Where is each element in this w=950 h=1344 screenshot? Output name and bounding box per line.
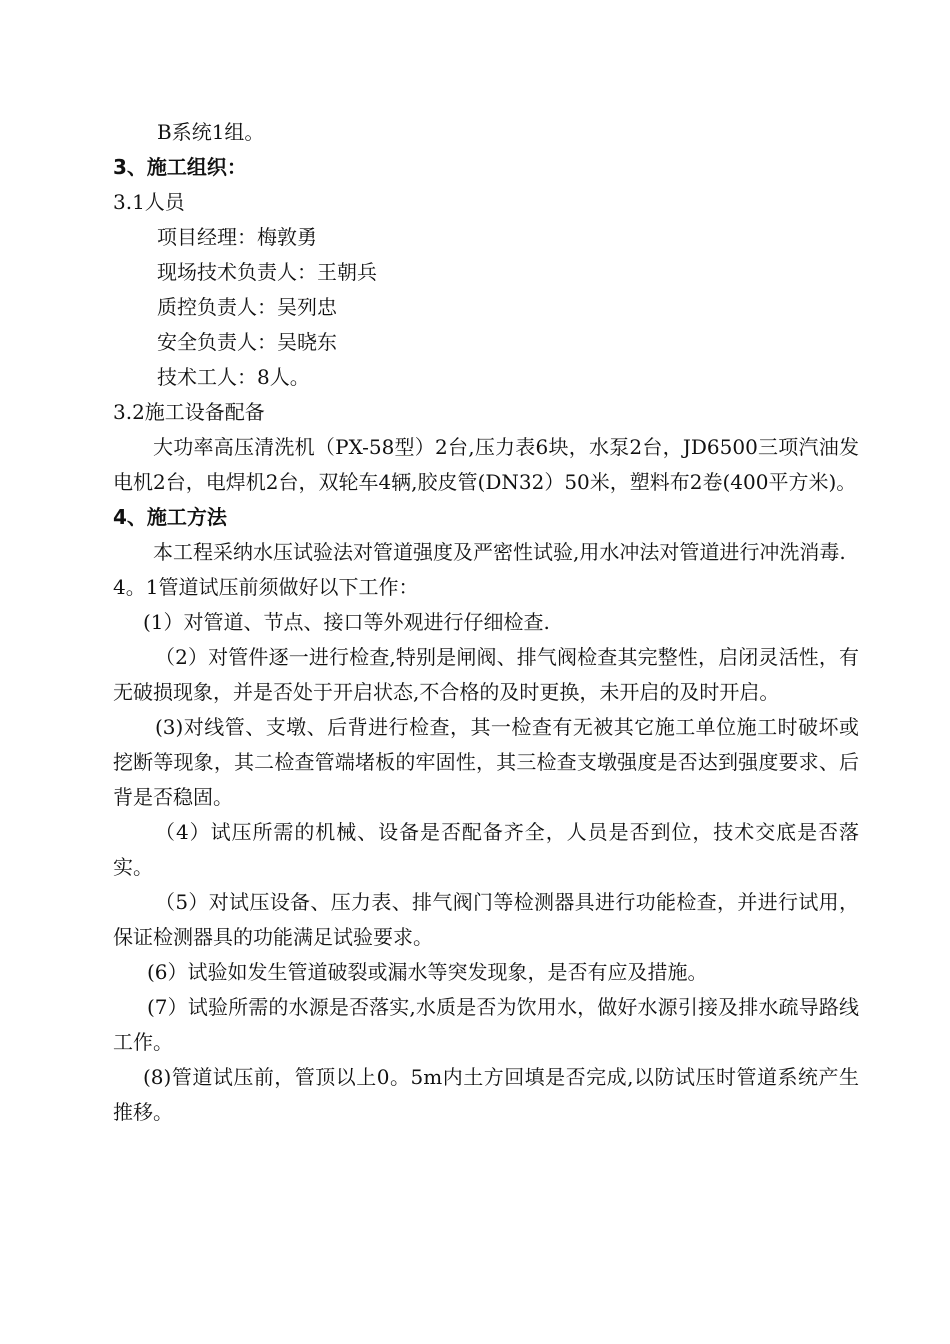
staff-workers: 技术工人：8人。	[157, 365, 310, 389]
staff-project-manager: 项目经理：梅敦勇	[157, 225, 317, 249]
checklist-item-6: (6）试验如发生管道破裂或漏水等突发现象，是否有应及措施。	[147, 960, 708, 984]
staff-site-tech-lead: 现场技术负责人：王朝兵	[157, 260, 377, 284]
subsection-heading-3-2: 3.2施工设备配备	[113, 400, 265, 424]
checklist-item-2: （2）对管件逐一进行检查,特别是闸阀、排气阀检查其完整性，启闭灵活性，有无破损现象，并是否处于开启状态,不合格的及时更换，未开启的及时开启。	[113, 645, 859, 704]
staff-quality-lead: 质控负责人：吴列忠	[157, 295, 337, 319]
checklist-item-7: (7）试验所需的水源是否落实,水质是否为饮用水，做好水源引接及排水疏导路线工作。	[113, 995, 859, 1054]
equipment-paragraph: 大功率高压清洗机（PX-58型）2台,压力表6块，水泵2台，JD6500三项汽油发电机2台，电焊机2台，双轮车4辆,胶皮管(DN32）50米，塑料布2卷(400平方米)。	[113, 435, 859, 494]
checklist-item-8: (8)管道试压前，管顶以上0。5m内土方回填是否完成,以防试压时管道系统产生推移。	[113, 1065, 859, 1124]
checklist-item-3: (3)对线管、支墩、后背进行检查，其一检查有无被其它施工单位施工时破坏或挖断等现象，其二检查管端堵板的牢固性，其三检查支墩强度是否达到强度要求、后背是否稳固。	[113, 715, 859, 809]
section-heading-3: 3、施工组织：	[113, 155, 247, 179]
checklist-item-4: （4）试压所需的机械、设备是否配备齐全，人员是否到位，技术交底是否落实。	[113, 820, 859, 879]
checklist-item-5: （5）对试压设备、压力表、排气阀门等检测器具进行功能检查，并进行试用，保证检测器具的功能满足试验要求。	[113, 890, 859, 949]
b-system-line: B系统1组。	[157, 120, 265, 144]
method-paragraph: 本工程采纳水压试验法对管道强度及严密性试验,用水冲法对管道进行冲洗消毒.	[153, 540, 846, 564]
subsection-heading-4-1: 4。1管道试压前须做好以下工作：	[113, 575, 419, 599]
document-page	[113, 115, 859, 1130]
subsection-heading-3-1: 3.1人员	[113, 190, 185, 214]
staff-safety-lead: 安全负责人：吴晓东	[157, 330, 337, 354]
section-heading-4: 4、施工方法	[113, 505, 227, 529]
checklist-item-1: (1）对管道、节点、接口等外观进行仔细检查.	[143, 610, 550, 634]
